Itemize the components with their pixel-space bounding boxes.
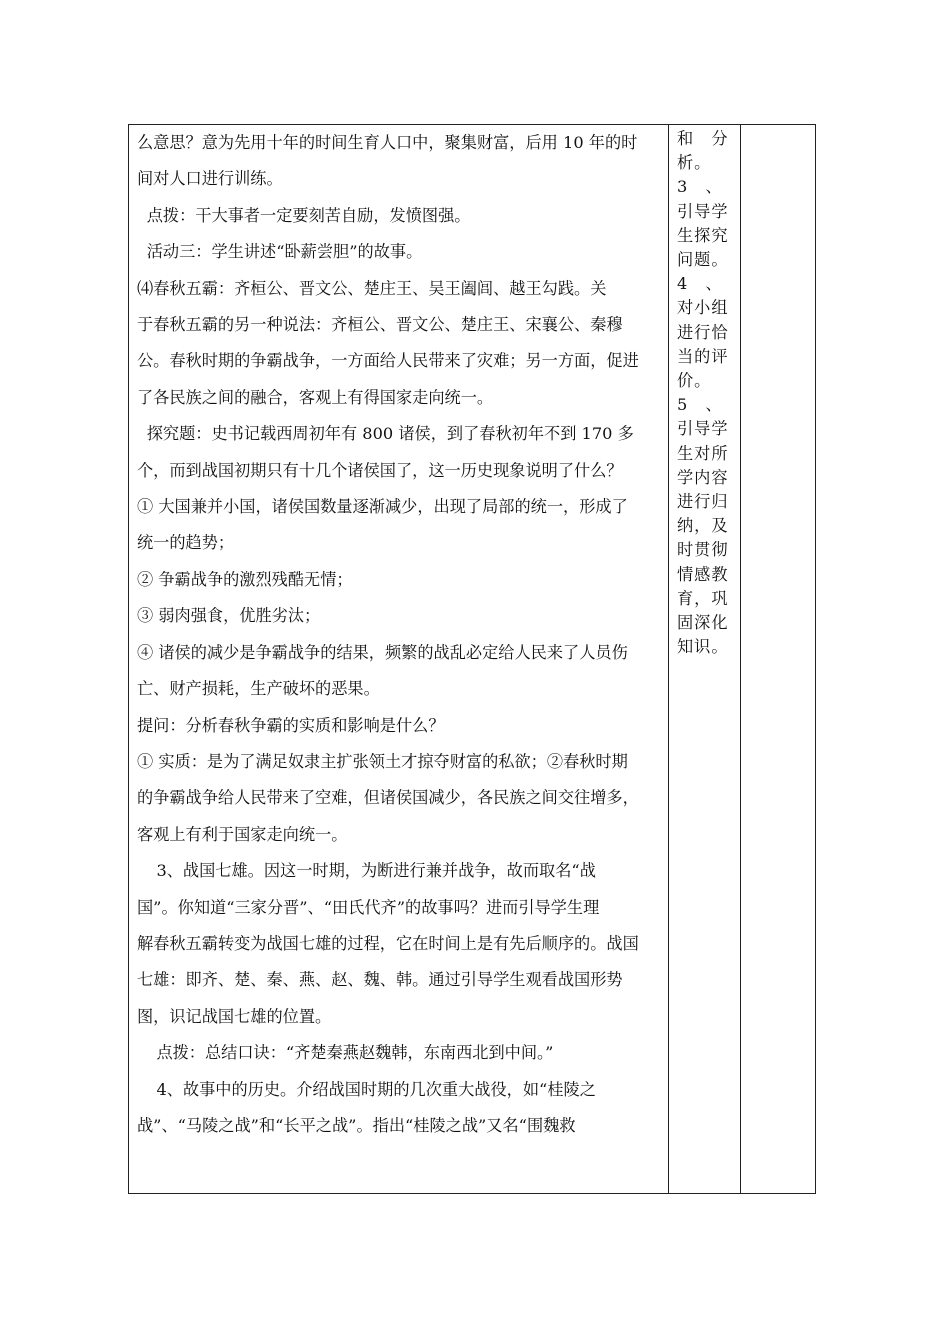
content-line: 点拨：总结口诀：“齐楚秦燕赵魏韩，东南西北到中间。” [156, 1043, 554, 1063]
content-line: 4、故事中的历史。介绍战国时期的几次重大战役，如“桂陵之 [156, 1079, 596, 1099]
content-line: 点拨：干大事者一定要刻苦自励，发愤图强。 [146, 205, 471, 225]
content-line: 的争霸战争给人民带来了空难，但诸侯国减少，各民族之间交往增多， [137, 788, 639, 808]
content-line: 解春秋五霸转变为战国七雄的过程，它在时间上是有先后顺序的。战国 [137, 933, 639, 953]
content-line: 个，而到战国初期只有十几个诸侯国了，这一历史现象说明了什么？ [137, 460, 623, 480]
side-line: 引导学 [677, 201, 729, 221]
side-line: 进行归 [677, 492, 729, 512]
side-line: 问题。 [677, 250, 729, 270]
content-line: 提问：分析春秋争霸的实质和影响是什么？ [137, 715, 445, 735]
side-line: 析。 [677, 153, 712, 173]
content-line: ④ 诸侯的减少是争霸战争的结果，频繁的战乱必定给人民来了人员伤 [137, 642, 628, 662]
content-line: 探究题：史书记载西周初年有 800 诸侯，到了春秋初年不到 170 多 [146, 424, 634, 444]
side-line: 价。 [677, 371, 712, 391]
content-line: ③ 弱肉强食，优胜劣汰； [137, 606, 321, 626]
content-line: 公。春秋时期的争霸战争，一方面给人民带来了灾难；另一方面，促进 [137, 351, 639, 371]
side-line: 生对所 [677, 443, 729, 463]
lesson-table [128, 124, 816, 1194]
side-line: 情感教 [677, 564, 729, 584]
content-line: 国”。你知道“三家分晋”、“田氏代齐”的故事吗？进而引导学生理 [137, 897, 600, 917]
side-line: 4 、 [677, 274, 723, 294]
content-line: 图，识记战国七雄的位置。 [137, 1006, 332, 1026]
side-line: 引导学 [677, 419, 729, 439]
content-line: 统一的趋势； [137, 533, 235, 553]
side-line: 纳，及 [677, 516, 729, 536]
content-line: 战”、“马陵之战”和“长平之战”。指出“桂陵之战”又名“围魏救 [137, 1115, 576, 1135]
teaching-content-column [137, 125, 663, 1144]
side-line: 知识。 [677, 637, 729, 657]
content-line: 么意思？意为先用十年的时间生育人口中，聚集财富，后用 10 年的时 [137, 133, 638, 152]
content-line: ① 实质：是为了满足奴隶主扩张领土才掠夺财富的私欲；②春秋时期 [137, 751, 628, 771]
content-line: 活动三：学生讲述“卧薪尝胆”的故事。 [146, 242, 423, 262]
side-line: 当的评 [677, 346, 729, 366]
column-divider [668, 125, 669, 1193]
side-line: 生探究 [677, 225, 729, 245]
side-line: 学内容 [677, 467, 729, 487]
side-line: 时贯彻 [677, 540, 729, 560]
design-intent-column [677, 125, 735, 659]
content-line: 七雄：即齐、楚、秦、燕、赵、魏、韩。通过引导学生观看战国形势 [137, 970, 623, 990]
side-line: 5 、 [677, 395, 723, 415]
side-line: 进行恰 [677, 322, 729, 342]
side-line: 和 分 [677, 129, 729, 148]
content-line: ⑷春秋五霸：齐桓公、晋文公、楚庄王、吴王阖闾、越王勾践。关 [137, 278, 607, 298]
content-line: 间对人口进行训练。 [137, 169, 283, 189]
side-line: 育，巩 [677, 588, 729, 608]
side-line: 固深化 [677, 613, 729, 633]
content-line: 了各民族之间的融合，客观上有得国家走向统一。 [137, 387, 494, 407]
content-line: ② 争霸战争的激烈残酷无情； [137, 569, 353, 589]
side-line: 对小组 [677, 298, 729, 318]
content-line: 亡、财产损耗，生产破坏的恶果。 [137, 679, 380, 699]
content-line: 于春秋五霸的另一种说法：齐桓公、晋文公、楚庄王、宋襄公、秦穆 [137, 315, 623, 335]
column-divider [740, 125, 741, 1193]
content-line: 3、战国七雄。因这一时期，为断进行兼并战争，故而取名“战 [156, 861, 596, 881]
content-line: 客观上有利于国家走向统一。 [137, 824, 348, 844]
content-line: ① 大国兼并小国，诸侯国数量逐渐减少，出现了局部的统一，形成了 [137, 497, 628, 517]
side-line: 3 、 [677, 177, 723, 197]
